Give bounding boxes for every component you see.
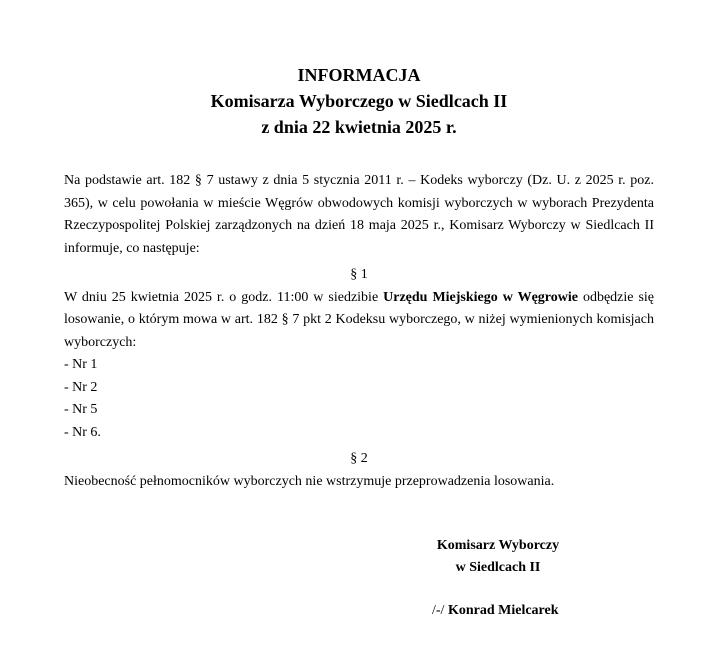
section-2 bbox=[64, 448, 654, 493]
section-1-location: Urzędu Miejskiego w Węgrowie bbox=[383, 289, 578, 305]
signature-name-line bbox=[432, 600, 559, 622]
intro-paragraph: Na podstawie art. 182 § 7 ustawy z dnia 5 stycznia 2011 r. – Kodeks wyborczy (Dz. U. z 2025 r. poz. 365), w celu powołania w mieście Węgrów obwodowych komisji wyborczych w wyborach Prezydenta Rzeczypospolitej Polskiej zarządzonych na dzień 18 maja 2025 r., Komisarz Wyborczy w Siedlcach II informuje, co następuje: bbox=[64, 173, 654, 256]
title-line-3: z dnia 22 kwietnia 2025 r. bbox=[261, 117, 457, 137]
signature-name: Konrad Mielcarek bbox=[447, 603, 559, 618]
list-item: - Nr 5 bbox=[64, 402, 98, 417]
section-1-mark: § 1 bbox=[350, 267, 368, 282]
signature-block bbox=[398, 535, 598, 579]
signature-title: Komisarz Wyborczy bbox=[436, 538, 560, 553]
section-2-paragraph: Nieobecność pełnomocników wyborczych nie wstrzymuje przeprowadzenia losowania. bbox=[64, 473, 555, 489]
section-1 bbox=[64, 264, 654, 444]
title-line-2: Komisarza Wyborczego w Siedlcach II bbox=[210, 91, 508, 111]
document-title bbox=[0, 62, 718, 140]
signature-prefix: /-/ bbox=[432, 603, 448, 618]
section-1-text-after: odbędzie się losowanie, o którym mowa w art. 182 § 7 pkt 2 Kodeksu wyborczego, w niżej wymienionych komisjach wyborczych: bbox=[64, 289, 655, 350]
list-item: - Nr 1 bbox=[64, 357, 98, 372]
title-line-1: INFORMACJA bbox=[297, 65, 421, 85]
list-item: - Nr 2 bbox=[64, 379, 98, 395]
signature-office: w Siedlcach II bbox=[455, 560, 541, 575]
section-1-paragraph bbox=[64, 287, 654, 355]
section-2-mark: § 2 bbox=[350, 451, 368, 466]
list-item: - Nr 6. bbox=[64, 424, 101, 440]
section-1-text-before: W dniu 25 kwietnia 2025 r. o godz. 11:00 w siedzibie bbox=[64, 289, 384, 305]
